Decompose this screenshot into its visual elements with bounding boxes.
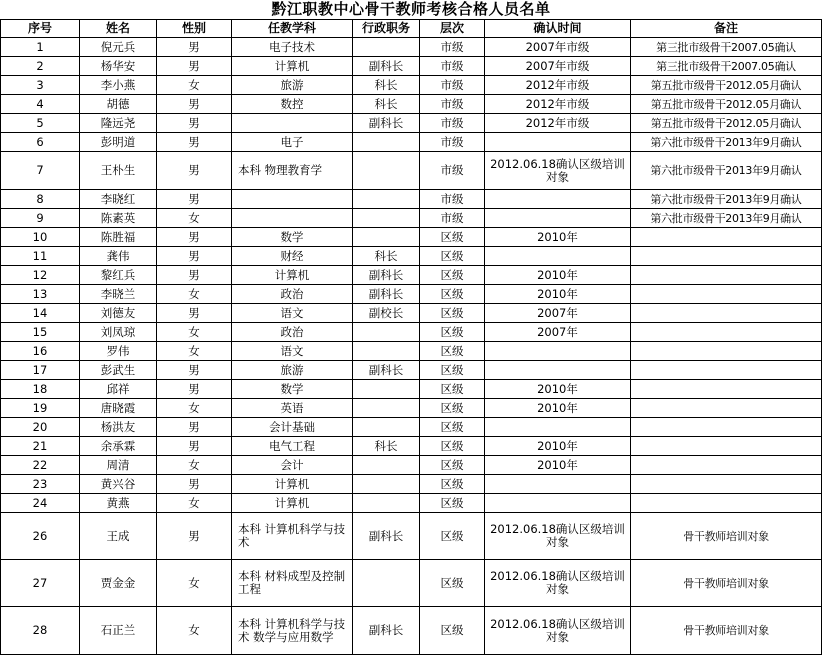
cell-seq: 14 — [1, 304, 80, 323]
cell-level: 区级 — [420, 399, 485, 418]
cell-position — [353, 152, 420, 190]
cell-level: 区级 — [420, 418, 485, 437]
table-row — [1, 190, 822, 209]
cell-name: 唐晓霞 — [80, 399, 157, 418]
cell-level: 市级 — [420, 38, 485, 57]
cell-name: 倪元兵 — [80, 38, 157, 57]
cell-name: 彭明道 — [80, 133, 157, 152]
cell-subject — [232, 190, 353, 209]
cell-confirm-time: 2012年市级 — [485, 76, 631, 95]
cell-subject: 电子 — [232, 133, 353, 152]
cell-gender: 男 — [157, 114, 232, 133]
cell-confirm-time: 2012.06.18确认区级培训对象 — [485, 152, 631, 190]
cell-name: 陈胜福 — [80, 228, 157, 247]
cell-gender: 女 — [157, 456, 232, 475]
table-row — [1, 342, 822, 361]
cell-level: 区级 — [420, 304, 485, 323]
cell-remarks: 第六批市级骨干2013年9月确认 — [631, 190, 822, 209]
cell-remarks: 第六批市级骨干2013年9月确认 — [631, 133, 822, 152]
cell-gender: 男 — [157, 133, 232, 152]
cell-gender: 女 — [157, 560, 232, 607]
cell-subject: 数控 — [232, 95, 353, 114]
cell-remarks: 第六批市级骨干2013年9月确认 — [631, 152, 822, 190]
cell-remarks: 骨干教师培训对象 — [631, 560, 822, 607]
cell-level: 区级 — [420, 380, 485, 399]
table-row — [1, 209, 822, 228]
cell-position: 副科长 — [353, 57, 420, 76]
cell-confirm-time: 2012年市级 — [485, 95, 631, 114]
cell-remarks — [631, 285, 822, 304]
cell-subject: 本科 材料成型及控制工程 — [232, 560, 353, 607]
cell-subject: 计算机 — [232, 494, 353, 513]
cell-subject: 数学 — [232, 228, 353, 247]
table-row — [1, 38, 822, 57]
cell-remarks — [631, 228, 822, 247]
cell-seq: 7 — [1, 152, 80, 190]
cell-position: 科长 — [353, 95, 420, 114]
cell-position: 副科长 — [353, 266, 420, 285]
cell-subject: 旅游 — [232, 361, 353, 380]
cell-gender: 女 — [157, 323, 232, 342]
header-remarks: 备注 — [631, 20, 822, 38]
cell-gender: 男 — [157, 380, 232, 399]
cell-remarks — [631, 380, 822, 399]
cell-level: 市级 — [420, 76, 485, 95]
cell-subject: 语文 — [232, 304, 353, 323]
cell-confirm-time: 2007年 — [485, 304, 631, 323]
cell-name: 邱祥 — [80, 380, 157, 399]
cell-confirm-time: 2012.06.18确认区级培训对象 — [485, 513, 631, 560]
cell-subject: 旅游 — [232, 76, 353, 95]
cell-level: 市级 — [420, 114, 485, 133]
cell-position — [353, 494, 420, 513]
cell-subject: 会计 — [232, 456, 353, 475]
cell-remarks: 骨干教师培训对象 — [631, 513, 822, 560]
cell-level: 市级 — [420, 190, 485, 209]
cell-subject: 语文 — [232, 342, 353, 361]
cell-confirm-time: 2012年市级 — [485, 114, 631, 133]
cell-gender: 男 — [157, 95, 232, 114]
header-row — [1, 20, 822, 38]
cell-name: 李晓兰 — [80, 285, 157, 304]
cell-seq: 27 — [1, 560, 80, 607]
cell-gender: 男 — [157, 190, 232, 209]
cell-name: 陈素英 — [80, 209, 157, 228]
cell-level: 区级 — [420, 323, 485, 342]
cell-confirm-time: 2010年 — [485, 266, 631, 285]
cell-name: 贾金金 — [80, 560, 157, 607]
header-position: 行政职务 — [353, 20, 420, 38]
cell-confirm-time — [485, 247, 631, 266]
table-body — [1, 38, 822, 655]
cell-confirm-time: 2012.06.18确认区级培训对象 — [485, 607, 631, 655]
cell-confirm-time: 2010年 — [485, 285, 631, 304]
cell-remarks: 第三批市级骨干2007.05确认 — [631, 57, 822, 76]
cell-seq: 24 — [1, 494, 80, 513]
cell-gender: 女 — [157, 494, 232, 513]
cell-seq: 26 — [1, 513, 80, 560]
cell-confirm-time: 2007年 — [485, 323, 631, 342]
cell-gender: 男 — [157, 38, 232, 57]
cell-position: 副科长 — [353, 513, 420, 560]
cell-remarks: 第五批市级骨干2012.05月确认 — [631, 76, 822, 95]
table-row — [1, 456, 822, 475]
cell-subject: 政治 — [232, 285, 353, 304]
table-row — [1, 437, 822, 456]
cell-remarks — [631, 456, 822, 475]
cell-level: 市级 — [420, 152, 485, 190]
cell-seq: 5 — [1, 114, 80, 133]
cell-name: 杨洪友 — [80, 418, 157, 437]
header-confirm-time: 确认时间 — [485, 20, 631, 38]
cell-seq: 22 — [1, 456, 80, 475]
table-row — [1, 380, 822, 399]
cell-seq: 16 — [1, 342, 80, 361]
cell-gender: 男 — [157, 228, 232, 247]
table-row — [1, 95, 822, 114]
cell-confirm-time — [485, 418, 631, 437]
cell-gender: 女 — [157, 76, 232, 95]
cell-name: 周清 — [80, 456, 157, 475]
table-row — [1, 152, 822, 190]
cell-seq: 28 — [1, 607, 80, 655]
cell-confirm-time: 2012.06.18确认区级培训对象 — [485, 560, 631, 607]
sheet-title: 黔江职教中心骨干教师考核合格人员名单 — [271, 0, 551, 18]
cell-remarks — [631, 266, 822, 285]
cell-subject: 计算机 — [232, 57, 353, 76]
cell-subject: 政治 — [232, 323, 353, 342]
cell-gender: 女 — [157, 342, 232, 361]
cell-confirm-time: 2010年 — [485, 437, 631, 456]
cell-seq: 18 — [1, 380, 80, 399]
cell-confirm-time — [485, 342, 631, 361]
cell-remarks: 第六批市级骨干2013年9月确认 — [631, 209, 822, 228]
cell-remarks — [631, 323, 822, 342]
cell-position: 科长 — [353, 437, 420, 456]
cell-seq: 21 — [1, 437, 80, 456]
cell-position — [353, 475, 420, 494]
cell-confirm-time: 2010年 — [485, 228, 631, 247]
cell-seq: 2 — [1, 57, 80, 76]
cell-subject — [232, 209, 353, 228]
table-row — [1, 560, 822, 607]
cell-position: 副科长 — [353, 361, 420, 380]
cell-name: 彭武生 — [80, 361, 157, 380]
cell-name: 罗伟 — [80, 342, 157, 361]
cell-seq: 4 — [1, 95, 80, 114]
cell-position — [353, 209, 420, 228]
cell-subject: 电子技术 — [232, 38, 353, 57]
cell-seq: 6 — [1, 133, 80, 152]
cell-position — [353, 456, 420, 475]
cell-name: 刘德友 — [80, 304, 157, 323]
cell-remarks — [631, 399, 822, 418]
cell-seq: 12 — [1, 266, 80, 285]
cell-level: 市级 — [420, 209, 485, 228]
cell-position — [353, 133, 420, 152]
cell-level: 区级 — [420, 228, 485, 247]
cell-seq: 20 — [1, 418, 80, 437]
cell-gender: 男 — [157, 475, 232, 494]
cell-remarks — [631, 418, 822, 437]
cell-seq: 19 — [1, 399, 80, 418]
cell-name: 李小燕 — [80, 76, 157, 95]
cell-gender: 男 — [157, 304, 232, 323]
cell-subject: 财经 — [232, 247, 353, 266]
cell-seq: 8 — [1, 190, 80, 209]
cell-name: 隆远尧 — [80, 114, 157, 133]
table-row — [1, 494, 822, 513]
cell-gender: 男 — [157, 152, 232, 190]
cell-position: 科长 — [353, 247, 420, 266]
cell-gender: 男 — [157, 418, 232, 437]
cell-seq: 17 — [1, 361, 80, 380]
cell-subject: 本科 计算机科学与技术 数学与应用数学 — [232, 607, 353, 655]
table-row — [1, 475, 822, 494]
header-gender: 性别 — [157, 20, 232, 38]
cell-position — [353, 38, 420, 57]
cell-seq: 9 — [1, 209, 80, 228]
cell-name: 王成 — [80, 513, 157, 560]
cell-name: 李晓红 — [80, 190, 157, 209]
cell-name: 石正兰 — [80, 607, 157, 655]
cell-confirm-time — [485, 190, 631, 209]
cell-remarks — [631, 475, 822, 494]
cell-confirm-time — [485, 494, 631, 513]
cell-confirm-time — [485, 133, 631, 152]
cell-confirm-time — [485, 361, 631, 380]
table-row — [1, 266, 822, 285]
cell-position: 副科长 — [353, 114, 420, 133]
cell-level: 区级 — [420, 475, 485, 494]
header-level: 层次 — [420, 20, 485, 38]
cell-level: 市级 — [420, 95, 485, 114]
table-row — [1, 607, 822, 655]
cell-subject: 本科 物理教育学 — [232, 152, 353, 190]
cell-gender: 男 — [157, 437, 232, 456]
cell-level: 区级 — [420, 361, 485, 380]
table-row — [1, 228, 822, 247]
cell-position: 副科长 — [353, 607, 420, 655]
cell-seq: 3 — [1, 76, 80, 95]
cell-confirm-time: 2007年市级 — [485, 57, 631, 76]
cell-position — [353, 418, 420, 437]
table-row — [1, 513, 822, 560]
cell-name: 黎红兵 — [80, 266, 157, 285]
table-row — [1, 361, 822, 380]
cell-level: 区级 — [420, 437, 485, 456]
cell-position — [353, 399, 420, 418]
table-row — [1, 114, 822, 133]
cell-position — [353, 342, 420, 361]
teacher-list-table — [0, 19, 822, 655]
cell-level: 市级 — [420, 57, 485, 76]
cell-level: 区级 — [420, 513, 485, 560]
header-name: 姓名 — [80, 20, 157, 38]
cell-remarks — [631, 304, 822, 323]
cell-subject: 本科 计算机科学与技术 — [232, 513, 353, 560]
cell-position: 副校长 — [353, 304, 420, 323]
cell-gender: 男 — [157, 266, 232, 285]
cell-confirm-time — [485, 475, 631, 494]
cell-subject: 电气工程 — [232, 437, 353, 456]
cell-confirm-time: 2010年 — [485, 456, 631, 475]
cell-subject: 会计基础 — [232, 418, 353, 437]
cell-position — [353, 560, 420, 607]
cell-gender: 男 — [157, 513, 232, 560]
cell-confirm-time — [485, 209, 631, 228]
cell-level: 区级 — [420, 494, 485, 513]
cell-level: 区级 — [420, 342, 485, 361]
cell-level: 区级 — [420, 247, 485, 266]
table-row — [1, 76, 822, 95]
cell-gender: 女 — [157, 399, 232, 418]
cell-name: 龚伟 — [80, 247, 157, 266]
cell-name: 黄燕 — [80, 494, 157, 513]
table-row — [1, 418, 822, 437]
cell-name: 杨华安 — [80, 57, 157, 76]
table-row — [1, 399, 822, 418]
cell-remarks — [631, 247, 822, 266]
cell-position: 副科长 — [353, 285, 420, 304]
cell-level: 区级 — [420, 607, 485, 655]
table-row — [1, 57, 822, 76]
cell-confirm-time: 2010年 — [485, 399, 631, 418]
cell-position — [353, 323, 420, 342]
cell-gender: 女 — [157, 285, 232, 304]
cell-remarks: 第五批市级骨干2012.05月确认 — [631, 114, 822, 133]
cell-confirm-time: 2010年 — [485, 380, 631, 399]
cell-subject — [232, 114, 353, 133]
cell-remarks: 第五批市级骨干2012.05月确认 — [631, 95, 822, 114]
header-subject: 任教学科 — [232, 20, 353, 38]
cell-name: 黄兴谷 — [80, 475, 157, 494]
cell-gender: 男 — [157, 247, 232, 266]
cell-subject: 英语 — [232, 399, 353, 418]
table-row — [1, 285, 822, 304]
cell-level: 区级 — [420, 456, 485, 475]
cell-subject: 计算机 — [232, 475, 353, 494]
cell-remarks — [631, 494, 822, 513]
table-row — [1, 247, 822, 266]
cell-name: 胡德 — [80, 95, 157, 114]
cell-seq: 1 — [1, 38, 80, 57]
cell-seq: 10 — [1, 228, 80, 247]
cell-level: 区级 — [420, 266, 485, 285]
cell-level: 市级 — [420, 133, 485, 152]
cell-position: 科长 — [353, 76, 420, 95]
cell-seq: 11 — [1, 247, 80, 266]
table-row — [1, 323, 822, 342]
cell-seq: 15 — [1, 323, 80, 342]
table-row — [1, 133, 822, 152]
cell-level: 区级 — [420, 560, 485, 607]
cell-position — [353, 190, 420, 209]
cell-name: 余承霖 — [80, 437, 157, 456]
cell-remarks: 第三批市级骨干2007.05确认 — [631, 38, 822, 57]
cell-name: 刘凤琼 — [80, 323, 157, 342]
cell-gender: 女 — [157, 607, 232, 655]
cell-subject: 计算机 — [232, 266, 353, 285]
cell-remarks — [631, 342, 822, 361]
cell-position — [353, 228, 420, 247]
cell-seq: 13 — [1, 285, 80, 304]
cell-gender: 女 — [157, 209, 232, 228]
cell-gender: 男 — [157, 57, 232, 76]
cell-remarks — [631, 361, 822, 380]
cell-position — [353, 380, 420, 399]
table-row — [1, 304, 822, 323]
cell-remarks — [631, 437, 822, 456]
cell-name: 王朴生 — [80, 152, 157, 190]
cell-gender: 男 — [157, 361, 232, 380]
cell-subject: 数学 — [232, 380, 353, 399]
header-seq: 序号 — [1, 20, 80, 38]
cell-seq: 23 — [1, 475, 80, 494]
cell-confirm-time: 2007年市级 — [485, 38, 631, 57]
cell-remarks: 骨干教师培训对象 — [631, 607, 822, 655]
cell-level: 区级 — [420, 285, 485, 304]
